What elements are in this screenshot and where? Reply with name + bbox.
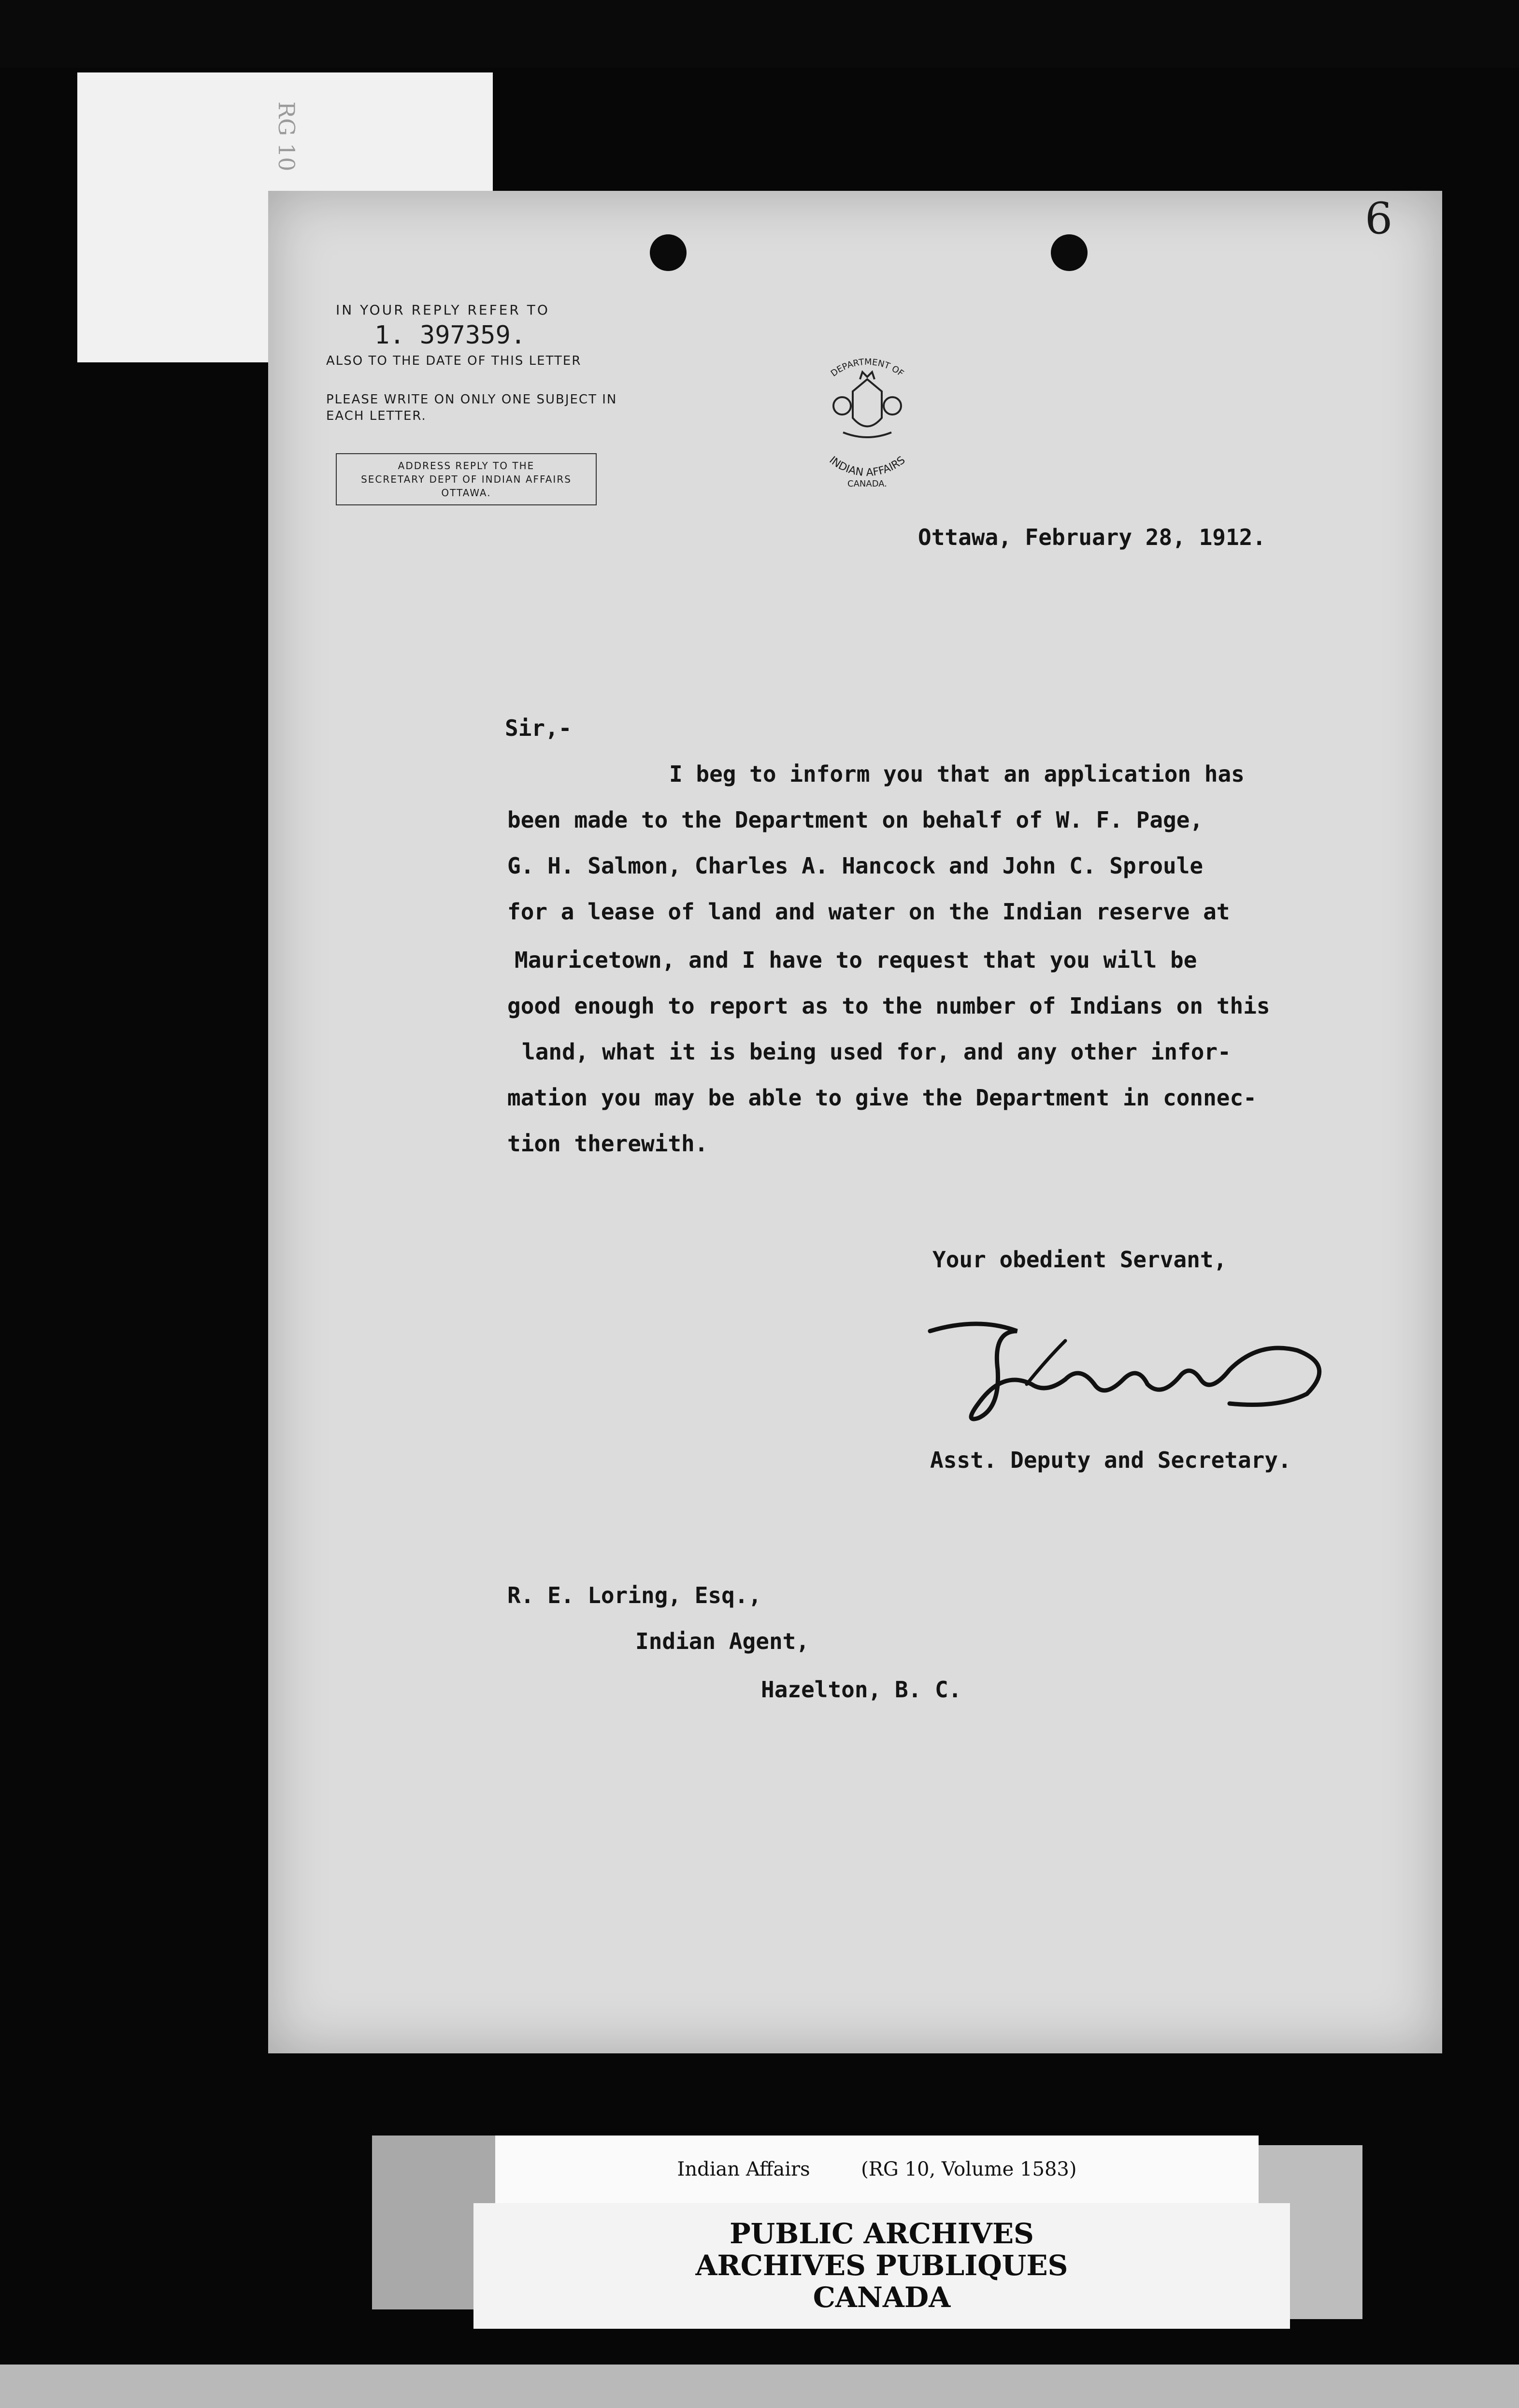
archive-stamp (473, 2203, 1290, 2329)
body-line: G. H. Salmon, Charles A. Hancock and John C. Sproule (507, 853, 1204, 879)
address-box (336, 453, 597, 505)
letter-date: Ottawa, February 28, 1912. (918, 524, 1266, 550)
date-note: ALSO TO THE DATE OF THIS LETTER (326, 354, 582, 368)
body-line: mation you may be able to give the Department in connec- (507, 1085, 1257, 1111)
reply-refer-label: IN YOUR REPLY REFER TO (336, 302, 550, 318)
closing: Your obedient Servant, (932, 1247, 1227, 1273)
body-line: land, what it is being used for, and any other infor- (522, 1039, 1231, 1065)
film-border-top (0, 0, 1519, 68)
body-line: tion therewith. (507, 1131, 708, 1157)
addressee-location: Hazelton, B. C. (761, 1677, 962, 1703)
body-line: Mauricetown, and I have to request that you will be (515, 947, 1197, 973)
body-line: for a lease of land and water on the Indian reserve at (507, 899, 1230, 925)
folio-number: 6 (1365, 193, 1393, 244)
punch-hole-right (1051, 234, 1088, 271)
signer-title: Asst. Deputy and Secretary. (930, 1447, 1291, 1473)
stamp-line: CANADA (813, 2281, 951, 2314)
body-line: I beg to inform you that an application has (669, 761, 1245, 787)
stamp-line: PUBLIC ARCHIVES (730, 2217, 1034, 2250)
crest-top-text: DEPARTMENT OF (829, 357, 906, 379)
tab-stamp: RG 10 (273, 101, 300, 172)
addressee-title: Indian Agent, (635, 1628, 810, 1654)
crest-country-text: CANADA. (847, 479, 887, 489)
address-box-line: OTTAWA. (441, 487, 491, 499)
body-line: been made to the Department on behalf of W. F. Page, (507, 807, 1204, 833)
file-number: 1. 397359. (374, 321, 526, 350)
subject-note: PLEASE WRITE ON ONLY ONE SUBJECT IN EACH LETTER. (326, 392, 617, 423)
salutation: Sir,- (505, 715, 572, 741)
stamp-line: ARCHIVES PUBLIQUES (695, 2249, 1068, 2282)
archive-label (495, 2136, 1259, 2203)
body-line: good enough to report as to the number of Indians on this (507, 993, 1270, 1019)
addressee-name: R. E. Loring, Esq., (507, 1582, 762, 1608)
punch-hole-left (650, 234, 687, 271)
crest-bottom-text: INDIAN AFFAIRS (827, 454, 908, 479)
letterhead-reference (326, 302, 626, 505)
handwritten-signature (920, 1312, 1355, 1437)
archive-label-fonds: Indian Affairs (677, 2158, 810, 2180)
archive-label-volume: (RG 10, Volume 1583) (861, 2158, 1077, 2180)
department-crest-icon (795, 345, 940, 490)
address-box-line: SECRETARY DEPT OF INDIAN AFFAIRS (361, 473, 572, 485)
address-box-line: ADDRESS REPLY TO THE (398, 460, 535, 472)
film-border-bottom (0, 2365, 1519, 2408)
letter-page (268, 191, 1442, 2053)
svg-text:INDIAN AFFAIRS (827, 454, 907, 479)
